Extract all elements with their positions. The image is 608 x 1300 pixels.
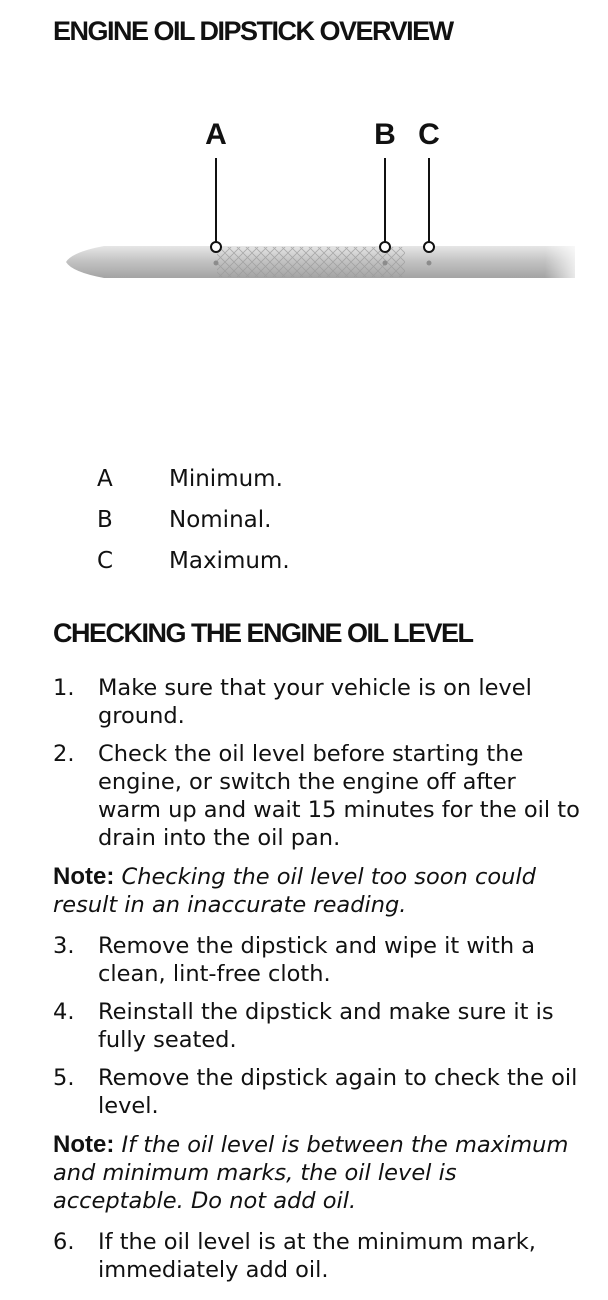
legend-row-c — [97, 540, 290, 581]
step-text: If the oil level is at the minimum mark, immediately add oil. — [98, 1229, 536, 1283]
step-number: 6. — [53, 1229, 75, 1255]
marker-a-label: A — [205, 118, 227, 151]
marker-c — [418, 118, 440, 266]
legend-row-a — [97, 458, 290, 499]
marker-a — [205, 118, 227, 266]
note-text: Checking the oil level too soon could result in an inaccurate reading. — [53, 864, 536, 918]
step-item — [53, 1228, 583, 1284]
marker-b — [374, 118, 396, 266]
note-label: Note: — [53, 1131, 115, 1158]
step-number: 1. — [53, 675, 75, 701]
step-text: Reinstall the dipstick and make sure it is fully seated. — [98, 999, 554, 1053]
legend-label: Maximum. — [169, 547, 290, 574]
legend-label: Nominal. — [169, 506, 272, 533]
step-number: 4. — [53, 999, 75, 1025]
note-label: Note: — [53, 863, 115, 890]
marker-c-dot — [424, 242, 434, 252]
legend-key: A — [97, 465, 113, 492]
dipstick-legend — [97, 458, 290, 581]
step-text: Make sure that your vehicle is on level ground. — [98, 675, 532, 729]
step-item — [53, 674, 583, 730]
steps-list-part2 — [53, 932, 583, 1130]
step-number: 5. — [53, 1065, 75, 1091]
section-title-dipstick-overview: ENGINE OIL DIPSTICK OVERVIEW — [53, 16, 453, 46]
step-text: Remove the dipstick again to check the oil level. — [98, 1065, 578, 1119]
step-item — [53, 932, 583, 988]
step-number: 3. — [53, 933, 75, 959]
section-title-checking-oil-level: CHECKING THE ENGINE OIL LEVEL — [53, 618, 473, 648]
step-item — [53, 1064, 583, 1120]
note-inaccurate-reading — [53, 863, 593, 919]
dipstick-diagram — [0, 100, 608, 300]
note-acceptable-level — [53, 1131, 593, 1215]
step-text: Remove the dipstick and wipe it with a clean, lint-free cloth. — [98, 933, 536, 987]
step-item — [53, 998, 583, 1054]
step-item — [53, 740, 583, 852]
step-number: 2. — [53, 741, 75, 767]
steps-list-part1 — [53, 674, 583, 862]
legend-key: B — [97, 506, 113, 533]
step-text: Check the oil level before starting the engine, or switch the engine off after warm up and wait 15 minutes for the oil to drain into the oil pan. — [98, 741, 580, 851]
marker-c-label: C — [418, 118, 440, 151]
marker-b-dot — [380, 242, 390, 252]
legend-row-b — [97, 499, 290, 540]
marker-a-dot — [211, 242, 221, 252]
dipstick-hatched-zone — [217, 247, 405, 277]
note-text: If the oil level is between the maximum and minimum marks, the oil level is acceptable. Do not add oil. — [53, 1132, 569, 1214]
legend-key: C — [97, 547, 114, 574]
legend-label: Minimum. — [169, 465, 283, 492]
marker-b-label: B — [374, 118, 396, 151]
steps-list-part3 — [53, 1228, 583, 1294]
